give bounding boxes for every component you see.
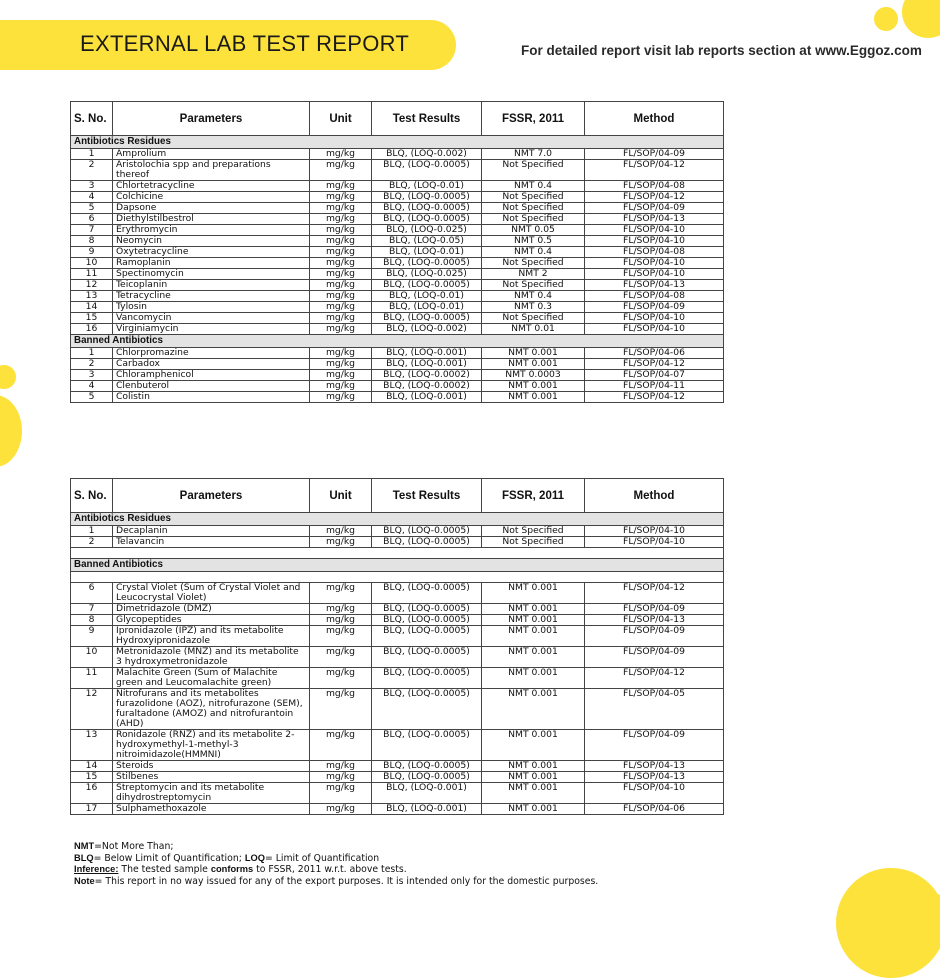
table-row — [71, 359, 724, 370]
table-row — [71, 302, 724, 313]
method-cell: FL/SOP/04-07 — [585, 370, 724, 381]
header-row — [71, 102, 724, 136]
loq-term: LOQ — [244, 852, 265, 863]
serial-cell: 10 — [71, 647, 113, 668]
serial-cell: 11 — [71, 668, 113, 689]
unit-cell: mg/kg — [310, 804, 372, 815]
lab-results-table-1 — [70, 101, 724, 403]
serial-cell: 17 — [71, 804, 113, 815]
fssr-limit-cell: Not Specified — [482, 192, 585, 203]
serial-cell: 5 — [71, 203, 113, 214]
fssr-limit-cell: NMT 0.3 — [482, 302, 585, 313]
decorative-dot — [836, 868, 940, 978]
table-row — [71, 160, 724, 181]
fssr-limit-cell: NMT 0.001 — [482, 647, 585, 668]
fssr-limit-cell: NMT 0.4 — [482, 247, 585, 258]
unit-cell: mg/kg — [310, 689, 372, 730]
serial-cell: 7 — [71, 225, 113, 236]
method-cell: FL/SOP/04-10 — [585, 324, 724, 335]
method-cell: FL/SOP/04-10 — [585, 313, 724, 324]
parameter-cell: Steroids — [113, 761, 310, 772]
parameter-cell: Decaplanin — [113, 526, 310, 537]
table-row — [71, 258, 724, 269]
table-row — [71, 348, 724, 359]
parameter-cell: Erythromycin — [113, 225, 310, 236]
unit-cell: mg/kg — [310, 269, 372, 280]
fssr-limit-cell: NMT 0.001 — [482, 604, 585, 615]
parameter-cell: Clenbuterol — [113, 381, 310, 392]
serial-cell: 2 — [71, 537, 113, 548]
table-row — [71, 730, 724, 761]
method-cell: FL/SOP/04-11 — [585, 381, 724, 392]
parameter-cell: Diethylstilbestrol — [113, 214, 310, 225]
inference-post: to FSSR, 2011 w.r.t. above tests. — [253, 864, 407, 875]
parameter-cell: Chlorpromazine — [113, 348, 310, 359]
method-cell: FL/SOP/04-13 — [585, 761, 724, 772]
footer-blq-line — [74, 853, 598, 865]
loq-definition: = Limit of Quantification — [264, 852, 380, 864]
table-row — [71, 381, 724, 392]
decorative-dot — [874, 7, 898, 31]
fssr-limit-cell: Not Specified — [482, 214, 585, 225]
serial-cell: 16 — [71, 324, 113, 335]
result-cell: BLQ, (LOQ-0.0002) — [372, 381, 482, 392]
result-cell: BLQ, (LOQ-0.0005) — [372, 203, 482, 214]
section-header-row — [71, 513, 724, 526]
col-header-method: Method — [585, 102, 724, 136]
parameter-cell: Teicoplanin — [113, 280, 310, 291]
result-cell: BLQ, (LOQ-0.0005) — [372, 160, 482, 181]
parameter-cell: Sulphamethoxazole — [113, 804, 310, 815]
footer-note-line — [74, 876, 598, 888]
result-cell: BLQ, (LOQ-0.001) — [372, 804, 482, 815]
method-cell: FL/SOP/04-13 — [585, 280, 724, 291]
fssr-limit-cell: NMT 0.001 — [482, 689, 585, 730]
result-cell: BLQ, (LOQ-0.0005) — [372, 583, 482, 604]
table-row — [71, 236, 724, 247]
table-row — [71, 313, 724, 324]
serial-cell: 4 — [71, 381, 113, 392]
col-header-parameters: Parameters — [113, 102, 310, 136]
method-cell: FL/SOP/04-12 — [585, 160, 724, 181]
parameter-cell: Glycopeptides — [113, 615, 310, 626]
result-cell: BLQ, (LOQ-0.05) — [372, 236, 482, 247]
fssr-limit-cell: NMT 0.001 — [482, 583, 585, 604]
nmt-term: NMT — [74, 841, 95, 851]
method-cell: FL/SOP/04-10 — [585, 537, 724, 548]
table-row — [71, 772, 724, 783]
serial-cell: 10 — [71, 258, 113, 269]
table-row — [71, 192, 724, 203]
footer-inference-line — [74, 864, 598, 876]
parameter-cell: Tylosin — [113, 302, 310, 313]
table-row — [71, 615, 724, 626]
method-cell: FL/SOP/04-08 — [585, 291, 724, 302]
parameter-cell: Neomycin — [113, 236, 310, 247]
serial-cell: 8 — [71, 615, 113, 626]
parameter-cell: Vancomycin — [113, 313, 310, 324]
method-cell: FL/SOP/04-06 — [585, 348, 724, 359]
fssr-limit-cell: NMT 0.001 — [482, 804, 585, 815]
col-header-method: Method — [585, 479, 724, 513]
method-cell: FL/SOP/04-09 — [585, 302, 724, 313]
table-row — [71, 181, 724, 192]
fssr-limit-cell: NMT 0.001 — [482, 761, 585, 772]
unit-cell: mg/kg — [310, 370, 372, 381]
unit-cell: mg/kg — [310, 772, 372, 783]
fssr-limit-cell: Not Specified — [482, 203, 585, 214]
serial-cell: 16 — [71, 783, 113, 804]
unit-cell: mg/kg — [310, 348, 372, 359]
parameter-cell: Crystal Violet (Sum of Crystal Violet and Leucocrystal Violet) — [113, 583, 310, 604]
fssr-limit-cell: Not Specified — [482, 537, 585, 548]
table-row — [71, 537, 724, 548]
serial-cell: 12 — [71, 689, 113, 730]
fssr-limit-cell: Not Specified — [482, 313, 585, 324]
result-cell: BLQ, (LOQ-0.0005) — [372, 313, 482, 324]
fssr-limit-cell: Not Specified — [482, 280, 585, 291]
method-cell: FL/SOP/04-12 — [585, 668, 724, 689]
parameter-cell: Telavancin — [113, 537, 310, 548]
serial-cell: 9 — [71, 626, 113, 647]
spacer-cell — [71, 572, 724, 583]
table-row — [71, 269, 724, 280]
unit-cell: mg/kg — [310, 392, 372, 403]
method-cell: FL/SOP/04-06 — [585, 804, 724, 815]
spacer-cell — [71, 548, 724, 559]
section-title: Antibiotics Residues — [71, 136, 724, 149]
table-row — [71, 804, 724, 815]
note-label: Note — [74, 875, 95, 886]
parameter-cell: Malachite Green (Sum of Malachite green and Leucomalachite green) — [113, 668, 310, 689]
header-row — [71, 479, 724, 513]
method-cell: FL/SOP/04-08 — [585, 247, 724, 258]
parameter-cell: Ipronidazole (IPZ) and its metabolite Hydroxyipronidazole — [113, 626, 310, 647]
lab-results-table-2 — [70, 478, 724, 815]
footer-nmt-line — [74, 841, 598, 853]
unit-cell: mg/kg — [310, 324, 372, 335]
decorative-dot — [0, 365, 16, 389]
serial-cell: 3 — [71, 181, 113, 192]
inference-conforms: conforms — [210, 864, 254, 874]
fssr-limit-cell: Not Specified — [482, 526, 585, 537]
serial-cell: 5 — [71, 392, 113, 403]
result-cell: BLQ, (LOQ-0.0005) — [372, 761, 482, 772]
method-cell: FL/SOP/04-12 — [585, 583, 724, 604]
unit-cell: mg/kg — [310, 236, 372, 247]
spacer-row — [71, 572, 724, 583]
spacer-row — [71, 548, 724, 559]
decorative-dot — [902, 0, 940, 38]
fssr-limit-cell: NMT 0.5 — [482, 236, 585, 247]
serial-cell: 15 — [71, 772, 113, 783]
serial-cell: 6 — [71, 583, 113, 604]
parameter-cell: Dimetridazole (DMZ) — [113, 604, 310, 615]
table-row — [71, 203, 724, 214]
table-row — [71, 370, 724, 381]
result-cell: BLQ, (LOQ-0.0005) — [372, 626, 482, 647]
parameter-cell: Dapsone — [113, 203, 310, 214]
table-row — [71, 291, 724, 302]
method-cell: FL/SOP/04-09 — [585, 149, 724, 160]
method-cell: FL/SOP/04-10 — [585, 236, 724, 247]
section-title: Banned Antibiotics — [71, 559, 724, 572]
result-cell: BLQ, (LOQ-0.0005) — [372, 214, 482, 225]
method-cell: FL/SOP/04-13 — [585, 615, 724, 626]
fssr-limit-cell: NMT 7.0 — [482, 149, 585, 160]
result-cell: BLQ, (LOQ-0.01) — [372, 302, 482, 313]
unit-cell: mg/kg — [310, 730, 372, 761]
table-row — [71, 247, 724, 258]
method-cell: FL/SOP/04-05 — [585, 689, 724, 730]
parameter-cell: Virginiamycin — [113, 324, 310, 335]
method-cell: FL/SOP/04-09 — [585, 647, 724, 668]
parameter-cell: Tetracycline — [113, 291, 310, 302]
fssr-limit-cell: NMT 0.05 — [482, 225, 585, 236]
serial-cell: 13 — [71, 730, 113, 761]
unit-cell: mg/kg — [310, 359, 372, 370]
result-cell: BLQ, (LOQ-0.0005) — [372, 280, 482, 291]
unit-cell: mg/kg — [310, 668, 372, 689]
note-text: = This report in no way issued for any of the export purposes. It is intended only for the domestic purposes. — [94, 875, 599, 887]
parameter-cell: Colchicine — [113, 192, 310, 203]
result-cell: BLQ, (LOQ-0.0005) — [372, 668, 482, 689]
decorative-dot — [925, 894, 940, 916]
col-header-test-results: Test Results — [372, 102, 482, 136]
serial-cell: 4 — [71, 192, 113, 203]
method-cell: FL/SOP/04-09 — [585, 604, 724, 615]
table-row — [71, 583, 724, 604]
col-header-serial: S. No. — [71, 479, 113, 513]
fssr-limit-cell: NMT 0.001 — [482, 783, 585, 804]
parameter-cell: Aristolochia spp and preparations thereof — [113, 160, 310, 181]
col-header-unit: Unit — [310, 102, 372, 136]
method-cell: FL/SOP/04-08 — [585, 181, 724, 192]
parameter-cell: Metronidazole (MNZ) and its metabolite 3 hydroxymetronidazole — [113, 647, 310, 668]
fssr-limit-cell: NMT 0.001 — [482, 381, 585, 392]
unit-cell: mg/kg — [310, 203, 372, 214]
col-header-test-results: Test Results — [372, 479, 482, 513]
serial-cell: 7 — [71, 604, 113, 615]
method-cell: FL/SOP/04-10 — [585, 526, 724, 537]
method-cell: FL/SOP/04-09 — [585, 203, 724, 214]
result-cell: BLQ, (LOQ-0.0005) — [372, 258, 482, 269]
unit-cell: mg/kg — [310, 192, 372, 203]
result-cell: BLQ, (LOQ-0.025) — [372, 269, 482, 280]
parameter-cell: Chloramphenicol — [113, 370, 310, 381]
table-row — [71, 783, 724, 804]
lab-reports-note: For detailed report visit lab reports section at www.Eggoz.com — [521, 43, 922, 58]
method-cell: FL/SOP/04-13 — [585, 772, 724, 783]
unit-cell: mg/kg — [310, 761, 372, 772]
unit-cell: mg/kg — [310, 258, 372, 269]
result-cell: BLQ, (LOQ-0.01) — [372, 181, 482, 192]
result-cell: BLQ, (LOQ-0.0005) — [372, 604, 482, 615]
result-cell: BLQ, (LOQ-0.01) — [372, 247, 482, 258]
serial-cell: 1 — [71, 526, 113, 537]
result-cell: BLQ, (LOQ-0.0005) — [372, 647, 482, 668]
inference-pre: The tested sample — [118, 864, 211, 875]
table-row — [71, 149, 724, 160]
parameter-cell: Nitrofurans and its metabolites furazolidone (AOZ), nitrofurazone (SEM), furaltadone (AMOZ) and nitrofurantoin (AHD) — [113, 689, 310, 730]
unit-cell: mg/kg — [310, 526, 372, 537]
unit-cell: mg/kg — [310, 225, 372, 236]
fssr-limit-cell: NMT 0.001 — [482, 772, 585, 783]
section-header-row — [71, 335, 724, 348]
serial-cell: 8 — [71, 236, 113, 247]
fssr-limit-cell: NMT 0.001 — [482, 615, 585, 626]
serial-cell: 15 — [71, 313, 113, 324]
serial-cell: 1 — [71, 348, 113, 359]
report-title: EXTERNAL LAB TEST REPORT — [80, 31, 410, 56]
result-cell: BLQ, (LOQ-0.0005) — [372, 537, 482, 548]
method-cell: FL/SOP/04-12 — [585, 392, 724, 403]
parameter-cell: Spectinomycin — [113, 269, 310, 280]
table-row — [71, 214, 724, 225]
parameter-cell: Streptomycin and its metabolite dihydrostreptomycin — [113, 783, 310, 804]
fssr-limit-cell: NMT 0.001 — [482, 626, 585, 647]
result-cell: BLQ, (LOQ-0.0005) — [372, 615, 482, 626]
result-cell: BLQ, (LOQ-0.002) — [372, 149, 482, 160]
result-cell: BLQ, (LOQ-0.0005) — [372, 772, 482, 783]
table-row — [71, 324, 724, 335]
unit-cell: mg/kg — [310, 280, 372, 291]
parameter-cell: Ramoplanin — [113, 258, 310, 269]
decorative-dot — [0, 395, 22, 467]
inference-label: Inference: — [74, 864, 119, 874]
unit-cell: mg/kg — [310, 615, 372, 626]
unit-cell: mg/kg — [310, 647, 372, 668]
parameter-cell: Stilbenes — [113, 772, 310, 783]
table-row — [71, 280, 724, 291]
serial-cell: 14 — [71, 761, 113, 772]
blq-term: BLQ — [74, 852, 94, 863]
parameter-cell: Carbadox — [113, 359, 310, 370]
serial-cell: 2 — [71, 359, 113, 370]
serial-cell: 14 — [71, 302, 113, 313]
result-cell: BLQ, (LOQ-0.001) — [372, 348, 482, 359]
method-cell: FL/SOP/04-12 — [585, 192, 724, 203]
fssr-limit-cell: NMT 0.4 — [482, 181, 585, 192]
unit-cell: mg/kg — [310, 302, 372, 313]
parameter-cell: Oxytetracycline — [113, 247, 310, 258]
fssr-limit-cell: NMT 0.001 — [482, 359, 585, 370]
method-cell: FL/SOP/04-10 — [585, 783, 724, 804]
nmt-definition: =Not More Than; — [94, 841, 174, 852]
serial-cell: 13 — [71, 291, 113, 302]
report-footer — [74, 841, 598, 887]
fssr-limit-cell: NMT 0.01 — [482, 324, 585, 335]
section-header-row — [71, 559, 724, 572]
serial-cell: 11 — [71, 269, 113, 280]
col-header-unit: Unit — [310, 479, 372, 513]
unit-cell: mg/kg — [310, 313, 372, 324]
method-cell: FL/SOP/04-09 — [585, 626, 724, 647]
serial-cell: 2 — [71, 160, 113, 181]
unit-cell: mg/kg — [310, 149, 372, 160]
result-cell: BLQ, (LOQ-0.0005) — [372, 192, 482, 203]
blq-definition: = Below Limit of Quantification; — [93, 852, 245, 864]
serial-cell: 1 — [71, 149, 113, 160]
table-row — [71, 604, 724, 615]
unit-cell: mg/kg — [310, 291, 372, 302]
table-row — [71, 689, 724, 730]
col-header-serial: S. No. — [71, 102, 113, 136]
parameter-cell: Amprolium — [113, 149, 310, 160]
unit-cell: mg/kg — [310, 247, 372, 258]
serial-cell: 3 — [71, 370, 113, 381]
fssr-limit-cell: NMT 0.001 — [482, 730, 585, 761]
table-row — [71, 761, 724, 772]
unit-cell: mg/kg — [310, 160, 372, 181]
method-cell: FL/SOP/04-10 — [585, 225, 724, 236]
result-cell: BLQ, (LOQ-0.01) — [372, 291, 482, 302]
result-cell: BLQ, (LOQ-0.0005) — [372, 689, 482, 730]
result-cell: BLQ, (LOQ-0.001) — [372, 359, 482, 370]
method-cell: FL/SOP/04-09 — [585, 730, 724, 761]
col-header-fssr: FSSR, 2011 — [482, 102, 585, 136]
unit-cell: mg/kg — [310, 537, 372, 548]
section-title: Banned Antibiotics — [71, 335, 724, 348]
serial-cell: 9 — [71, 247, 113, 258]
result-cell: BLQ, (LOQ-0.001) — [372, 392, 482, 403]
table-row — [71, 526, 724, 537]
fssr-limit-cell: NMT 0.0003 — [482, 370, 585, 381]
fssr-limit-cell: NMT 0.4 — [482, 291, 585, 302]
col-header-fssr: FSSR, 2011 — [482, 479, 585, 513]
unit-cell: mg/kg — [310, 626, 372, 647]
parameter-cell: Chlortetracycline — [113, 181, 310, 192]
unit-cell: mg/kg — [310, 381, 372, 392]
unit-cell: mg/kg — [310, 181, 372, 192]
parameter-cell: Colistin — [113, 392, 310, 403]
fssr-limit-cell: NMT 0.001 — [482, 668, 585, 689]
method-cell: FL/SOP/04-10 — [585, 269, 724, 280]
section-header-row — [71, 136, 724, 149]
result-cell: BLQ, (LOQ-0.002) — [372, 324, 482, 335]
fssr-limit-cell: NMT 2 — [482, 269, 585, 280]
fssr-limit-cell: Not Specified — [482, 258, 585, 269]
result-cell: BLQ, (LOQ-0.0002) — [372, 370, 482, 381]
method-cell: FL/SOP/04-10 — [585, 258, 724, 269]
col-header-parameters: Parameters — [113, 479, 310, 513]
table-row — [71, 626, 724, 647]
parameter-cell: Ronidazole (RNZ) and its metabolite 2-hydroxymethyl-1-methyl-3 nitroimidazole(HMMNI) — [113, 730, 310, 761]
table-row — [71, 225, 724, 236]
table-row — [71, 392, 724, 403]
method-cell: FL/SOP/04-13 — [585, 214, 724, 225]
unit-cell: mg/kg — [310, 583, 372, 604]
result-cell: BLQ, (LOQ-0.0005) — [372, 730, 482, 761]
serial-cell: 6 — [71, 214, 113, 225]
result-cell: BLQ, (LOQ-0.0005) — [372, 526, 482, 537]
result-cell: BLQ, (LOQ-0.025) — [372, 225, 482, 236]
fssr-limit-cell: Not Specified — [482, 160, 585, 181]
section-title: Antibiotics Residues — [71, 513, 724, 526]
unit-cell: mg/kg — [310, 604, 372, 615]
result-cell: BLQ, (LOQ-0.001) — [372, 783, 482, 804]
unit-cell: mg/kg — [310, 214, 372, 225]
method-cell: FL/SOP/04-12 — [585, 359, 724, 370]
table-row — [71, 668, 724, 689]
fssr-limit-cell: NMT 0.001 — [482, 392, 585, 403]
table-row — [71, 647, 724, 668]
fssr-limit-cell: NMT 0.001 — [482, 348, 585, 359]
unit-cell: mg/kg — [310, 783, 372, 804]
serial-cell: 12 — [71, 280, 113, 291]
